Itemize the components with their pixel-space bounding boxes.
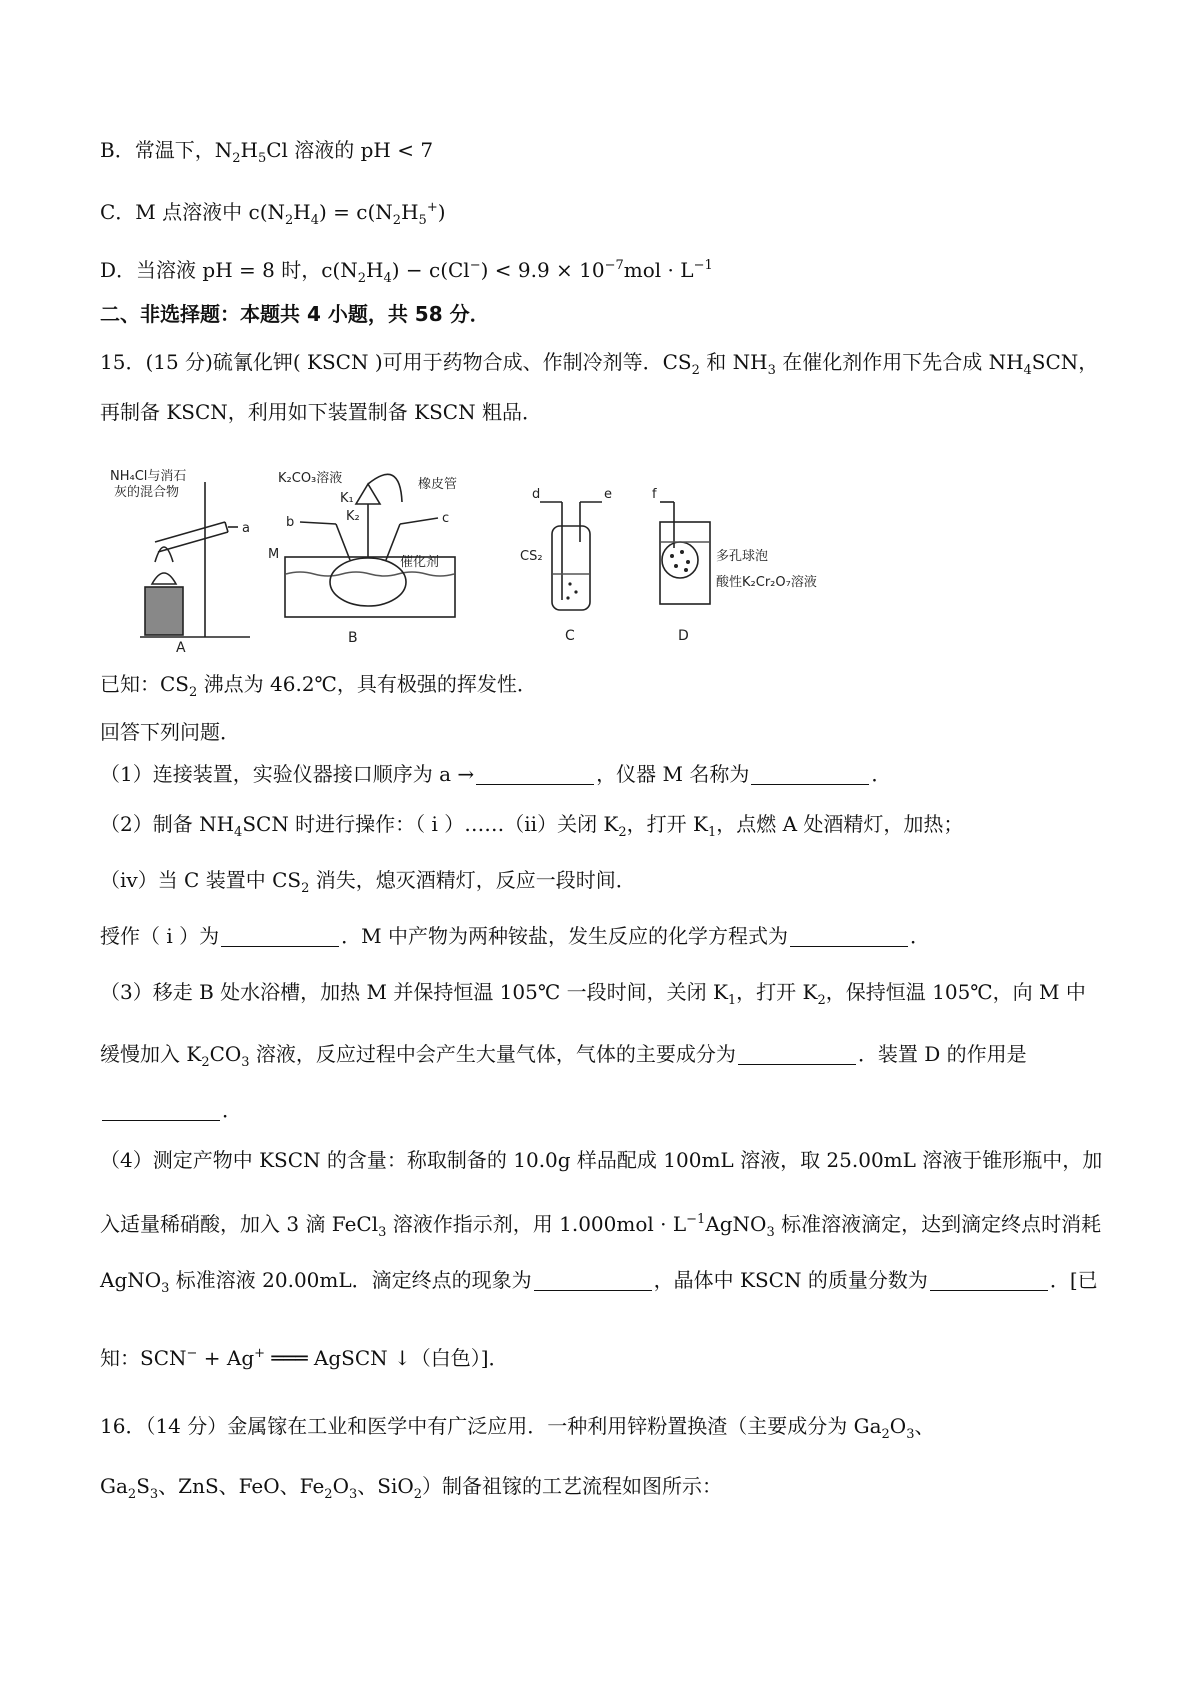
label-c: C bbox=[565, 628, 575, 644]
label-b-tube: 橡皮管 bbox=[418, 477, 458, 492]
answer-blank[interactable] bbox=[102, 1100, 220, 1121]
label-b-k2co3: K₂CO₃溶液 bbox=[278, 471, 343, 486]
q16-line-2: $Ga_2S_3$、ZnS、FeO、$Fe_2O_3$、SiO$_2$）制备祖镓的工艺流程如图所示： bbox=[100, 1474, 723, 1502]
q15-part-2-line-1: （2）制备 $NH_4SCN$ 时进行操作：（ i ）……（ii）关闭 $K_2$，打开 $K_1$，点燃 A 处酒精灯，加热； bbox=[100, 812, 964, 840]
label-a-reagent-1: NH₄Cl与消石 bbox=[110, 469, 187, 484]
label-port-f: f bbox=[652, 487, 657, 502]
q15-part-2-line-3: 授作（ i ）为 ．M 中产物为两种铵盐，发生反应的化学方程式为 ． bbox=[100, 924, 930, 948]
label-b-k2: K₂ bbox=[346, 509, 360, 524]
q15-part-3-line-2: 缓慢加入 $K_2CO_3$ 溶液，反应过程中会产生大量气体，气体的主要成分为 ．装置 D 的作用是 bbox=[100, 1042, 1027, 1070]
answer-blank[interactable] bbox=[738, 1044, 856, 1065]
label-port-d: d bbox=[532, 487, 541, 502]
label-b-catalyst: 催化剂 bbox=[400, 555, 440, 570]
q15-part-3-line-1: （3）移走 B 处水浴槽，加热 M 并保持恒温 105℃ 一段时间，关闭 $K_1$，打开 $K_2$，保持恒温 105℃，向 M 中 bbox=[100, 980, 1086, 1008]
q15-part-1: （1）连接装置，实验仪器接口顺序为 a → ，仪器 M 名称为 ． bbox=[100, 762, 892, 786]
answer-blank[interactable] bbox=[790, 926, 908, 947]
apparatus-figure bbox=[100, 462, 820, 654]
q15-line-1: 15．(15 分)硫氰化钾( KSCN )可用于药物合成、作制冷剂等．$CS_2$ 和 $NH_3$ 在催化剂作用下先合成 $NH_4SCN$， bbox=[100, 350, 1099, 378]
label-port-e: e bbox=[604, 487, 612, 502]
q15-line-2: 再制备 KSCN，利用如下装置制备 KSCN 粗品． bbox=[100, 400, 542, 424]
q15-answer-prompt: 回答下列问题． bbox=[100, 720, 240, 744]
q15-part-4-line-1: （4）测定产物中 KSCN 的含量：称取制备的 10.0g 样品配成 100mL 溶液，取 25.00mL 溶液于锥形瓶中，加 bbox=[100, 1148, 1103, 1172]
label-port-c: c bbox=[442, 511, 450, 526]
q15-part-4-line-3: AgNO$_3$ 标准溶液 20.00mL．滴定终点的现象为 ，晶体中 KSCN 的质量分数为 ．[已 bbox=[100, 1268, 1098, 1296]
label-d-bulb: 多孔球泡 bbox=[716, 549, 769, 564]
answer-blank[interactable] bbox=[751, 764, 869, 785]
option-c: C．M 点溶液中 $c(N_2H_4) = c(N_2H_5^+)$ bbox=[100, 200, 446, 228]
label-a: A bbox=[176, 640, 186, 654]
label-d: D bbox=[678, 628, 689, 644]
answer-blank[interactable] bbox=[534, 1270, 652, 1291]
q15-part-3-line-3: ． bbox=[100, 1096, 1120, 1124]
q16-line-1: 16．（14 分）金属镓在工业和医学中有广泛应用．一种利用锌粉置换渣（主要成分为 $Ga_2O_3$、 bbox=[100, 1414, 935, 1442]
q15-part-2-line-2: （iv）当 C 装置中 $CS_2$ 消失，熄灭酒精灯，反应一段时间． bbox=[100, 868, 636, 896]
label-c-cs2: CS₂ bbox=[520, 549, 543, 564]
q15-known: 已知：$CS_2$ 沸点为 46.2℃，具有极强的挥发性． bbox=[100, 672, 537, 700]
label-port-b: b bbox=[286, 515, 295, 530]
label-b: B bbox=[348, 630, 358, 646]
answer-blank[interactable] bbox=[930, 1270, 1048, 1291]
option-b: B．常温下，$N_2H_5Cl$ 溶液的 pH < 7 bbox=[100, 138, 434, 166]
answer-blank[interactable] bbox=[221, 926, 339, 947]
answer-blank[interactable] bbox=[476, 764, 594, 785]
label-d-solution: 酸性K₂Cr₂O₇溶液 bbox=[716, 575, 817, 590]
label-b-k1: K₁ bbox=[340, 491, 354, 506]
label-a-reagent-2: 灰的混合物 bbox=[114, 485, 180, 500]
q15-part-4-line-2: 入适量稀硝酸，加入 3 滴 FeCl$_3$ 溶液作指示剂，用 $1.000mol \cdot L^{-1}AgNO_3$ 标准溶液滴定，达到滴定终点时消耗 bbox=[100, 1212, 1102, 1240]
option-d: D．当溶液 pH = 8 时，$c(N_2H_4) - c(Cl^-) < 9.9 \times 10^{-7}mol \cdot L^{-1}$ bbox=[100, 258, 713, 286]
label-port-a: a bbox=[242, 521, 250, 536]
section-heading: 二、非选择题：本题共 4 小题，共 58 分． bbox=[100, 302, 490, 326]
q15-part-4-line-4: 知：SCN− + Ag+ ═══ AgSCN ↓（白色）]． bbox=[100, 1346, 509, 1370]
label-b-m: M bbox=[268, 547, 280, 562]
